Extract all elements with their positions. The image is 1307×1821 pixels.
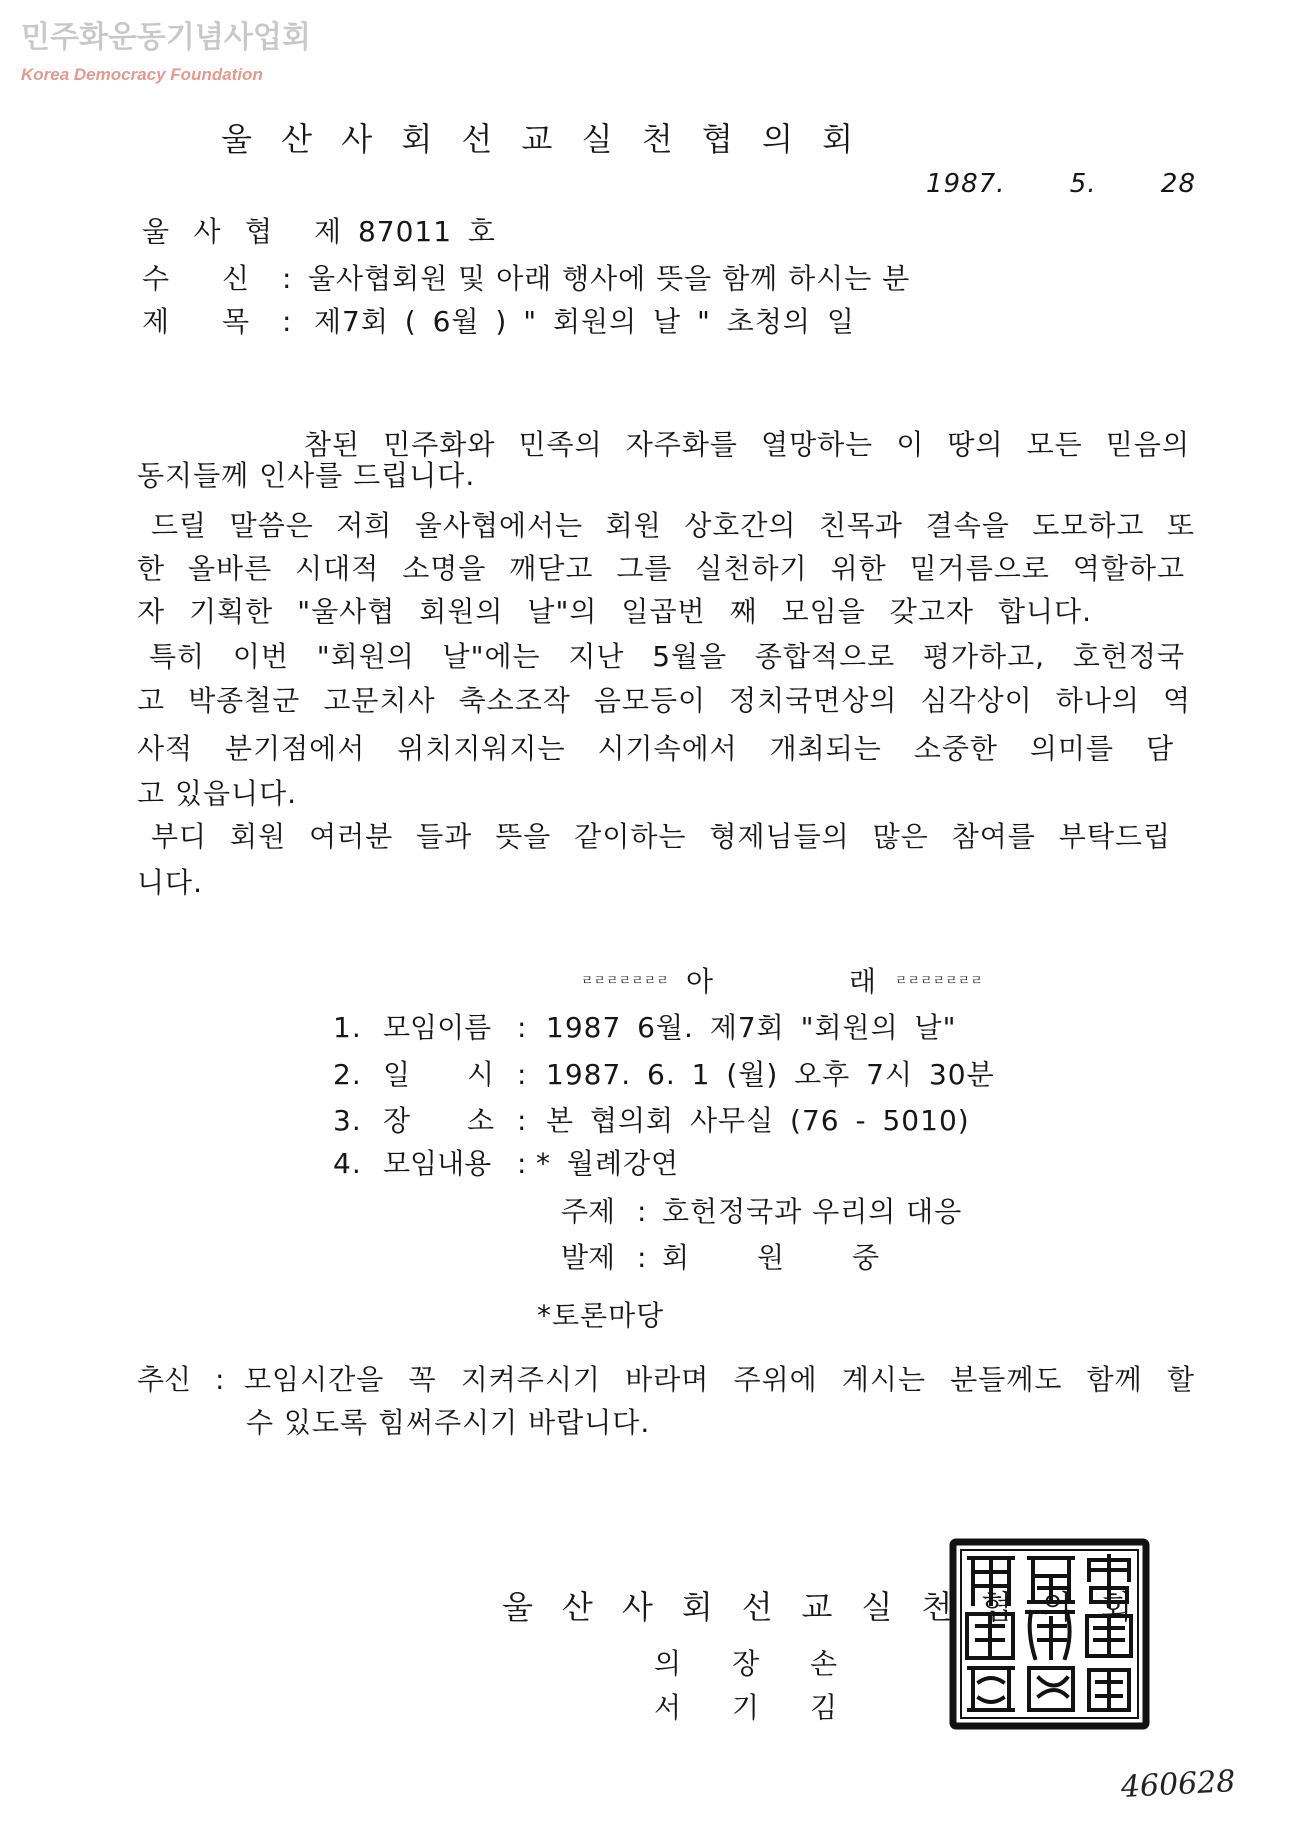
subject-value: 제7회 ( 6월 ) " 회원의 날 " 초청의 일 — [314, 305, 855, 338]
postscript-line: 수 있도록 힘써주시기 바랍니다. — [246, 1406, 651, 1439]
item-colon: : — [517, 1011, 528, 1044]
signature-chair: 의 장 손 — [654, 1647, 838, 1680]
body-line: 부디 회원 여러분 들과 뜻을 같이하는 형제님들의 많은 참여를 부탁드립 — [151, 820, 1171, 853]
recipient-colon: : — [282, 262, 293, 295]
postscript-label: 추신 — [137, 1363, 192, 1396]
body-line: 참된 민주화와 민족의 자주화를 열망하는 이 땅의 모든 믿음의 — [304, 428, 1190, 461]
item-colon: : — [517, 1104, 528, 1137]
body-line: 고 박종철군 고문치사 축소조작 음모등이 정치국면상의 심각상이 하나의 역 — [137, 684, 1191, 717]
item-number: 2. — [333, 1058, 362, 1091]
watermark-english: Korea Democracy Foundation — [21, 65, 263, 84]
item-label: 일 시 — [383, 1058, 494, 1091]
program-topic: 호헌정국과 우리의 대응 — [662, 1195, 963, 1228]
postscript-colon: : — [215, 1363, 226, 1396]
item-value: * 월례강연 — [536, 1147, 680, 1180]
item-value: 1987. 6. 1 (월) 오후 7시 30분 — [546, 1058, 995, 1091]
item-colon: : — [517, 1058, 528, 1091]
subject-label: 제 목 — [142, 305, 250, 338]
notice-ornament-right: ㄹㄹㄹㄹㄹㄹㄹ — [895, 974, 983, 989]
program-topic-label: 주제 — [561, 1195, 616, 1228]
recipient-value: 울사협회원 및 아래 행사에 뜻을 함께 하시는 분 — [308, 262, 911, 295]
handwritten-number: 460628 — [1120, 1764, 1237, 1805]
body-line: 니다. — [137, 866, 203, 899]
item-value: 본 협의회 사무실 (76 - 5010) — [546, 1104, 970, 1137]
official-seal-icon — [947, 1536, 1152, 1732]
item-label: 모임내용 — [383, 1147, 492, 1180]
subject-colon: : — [282, 305, 293, 338]
item-label: 장 소 — [383, 1104, 494, 1137]
doc-number-label: 울 사 협 — [142, 215, 273, 248]
program-presenter-colon: : — [637, 1241, 648, 1274]
doc-number: 제 87011 호 — [314, 215, 496, 248]
body-line: 동지들께 인사를 드립니다. — [137, 459, 476, 492]
body-line: 드릴 말씀은 저희 울사협에서는 회원 상호간의 친목과 결속을 도모하고 또 — [151, 509, 1195, 542]
program-topic-colon: : — [637, 1195, 648, 1228]
item-number: 3. — [333, 1104, 362, 1137]
program-discussion: *토론마당 — [537, 1299, 665, 1332]
item-value: 1987 6월. 제7회 "회원의 날" — [546, 1011, 957, 1044]
item-colon: : — [517, 1147, 528, 1180]
signature-organization: 울 산 사 회 선 교 실 천 협 의 회 — [502, 1588, 1133, 1626]
program-presenter-label: 발제 — [561, 1241, 616, 1274]
body-line: 특히 이번 "회원의 날"에는 지난 5월을 종합적으로 평가하고, 호헌정국 — [149, 640, 1185, 673]
item-number: 1. — [333, 1011, 362, 1044]
watermark-korean: 민주화운동기념사업회 — [21, 20, 311, 55]
body-line: 한 올바른 시대적 소명을 깨닫고 그를 실천하기 위한 밑거름으로 역할하고 — [137, 552, 1185, 585]
notice-ornament-left: ㄹㄹㄹㄹㄹㄹㄹ — [581, 974, 669, 989]
item-number: 4. — [333, 1147, 362, 1180]
body-line: 사적 분기점에서 위치지워지는 시기속에서 개최되는 소중한 의미를 담 — [137, 732, 1174, 765]
program-presenter: 회 원 중 — [662, 1241, 880, 1274]
item-label: 모임이름 — [383, 1011, 492, 1044]
header-organization: 울 산 사 회 선 교 실 천 협 의 회 — [221, 120, 854, 158]
body-line: 고 있읍니다. — [137, 777, 298, 810]
body-line: 자 기획한 "울사협 회원의 날"의 일곱번 째 모임을 갖고자 합니다. — [137, 595, 1092, 628]
recipient-label: 수 신 — [142, 262, 250, 295]
document-date: 1987. 5. 28 — [926, 169, 1196, 199]
postscript-line: 모임시간을 꼭 지켜주시기 바라며 주위에 계시는 분들께도 함께 할 — [244, 1363, 1195, 1396]
notice-heading: 아 래 — [686, 965, 877, 998]
signature-secretary: 서 기 김 — [654, 1691, 838, 1724]
